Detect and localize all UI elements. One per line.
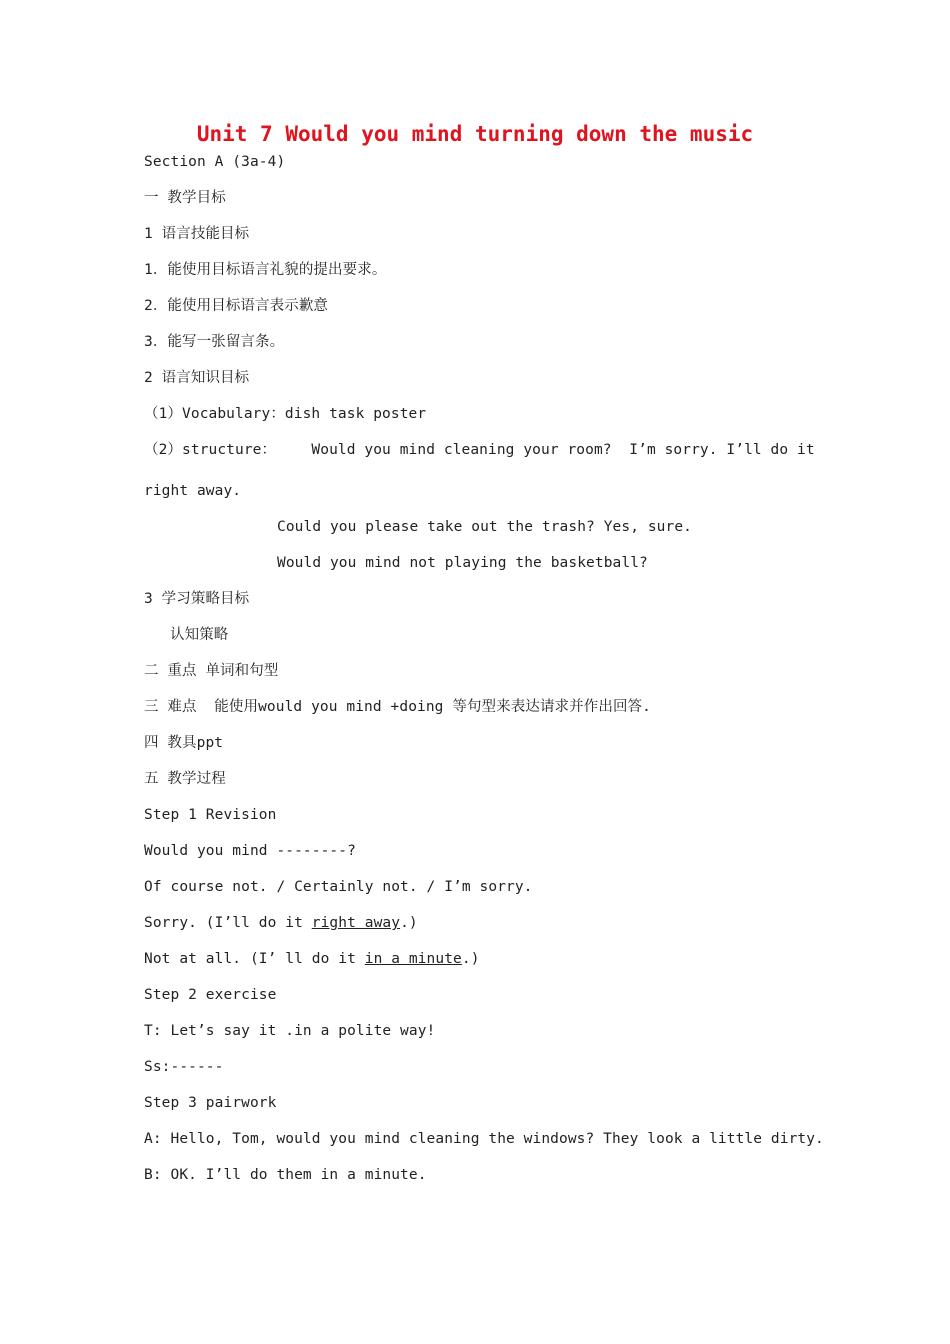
text-line: Ss:------ [144,1059,224,1075]
text-segment: .) [400,915,418,931]
structure-example: Would you mind not playing the basketball? [277,555,648,571]
text-line: 2．能使用目标语言表示歉意 [144,298,329,314]
step-heading: Step 1 Revision [144,807,277,823]
text-line: right away. [144,483,242,499]
document-title: Unit 7 Would you mind turning down the music [196,122,754,146]
text-line: T: Let’s say it .in a polite way! [144,1023,436,1039]
text-line: 3．能写一张留言条。 [144,334,285,350]
heading-teaching-objectives: 一 教学目标 [144,190,226,206]
subheading-learning-strategy: 3 学习策略目标 [144,591,250,607]
structure-line: （2）structure： Would you mind cleaning your room? I’m sorry. I’ll do it [144,442,815,458]
text-line: Of course not. / Certainly not. / I’m sorry. [144,879,533,895]
heading-teaching-process: 五 教学过程 [144,771,226,787]
subheading-language-skills: 1 语言技能目标 [144,226,250,242]
subheading-language-knowledge: 2 语言知识目标 [144,370,250,386]
underlined-phrase: right away [311,915,401,931]
text-line [144,914,418,932]
underlined-phrase: in a minute [364,951,462,967]
vocabulary-line: （1）Vocabulary：dish task poster [144,406,427,422]
text-line: 认知策略 [170,627,229,643]
text-line [144,950,480,968]
text-segment: Not at all. (I’ ll do it [144,951,365,967]
step-heading: Step 2 exercise [144,987,277,1003]
text-line: 1．能使用目标语言礼貌的提出要求。 [144,262,387,278]
heading-difficulties: 三 难点 能使用would you mind +doing 等句型来表达请求并作出回答. [144,699,651,715]
text-segment: .) [461,951,480,967]
heading-key-points: 二 重点 单词和句型 [144,663,279,679]
dialogue-line: B: OK. I’ll do them in a minute. [144,1167,427,1183]
structure-example: Could you please take out the trash? Yes, sure. [277,519,692,535]
heading-teaching-aids: 四 教具ppt [144,735,224,751]
text-segment: Sorry. (I’ll do it [144,915,312,931]
section-heading: Section A (3a-4) [144,154,286,170]
dialogue-line: A: Hello, Tom, would you mind cleaning the windows? They look a little dirty. [144,1131,824,1147]
text-line: Would you mind --------? [144,843,356,859]
step-heading: Step 3 pairwork [144,1095,277,1111]
